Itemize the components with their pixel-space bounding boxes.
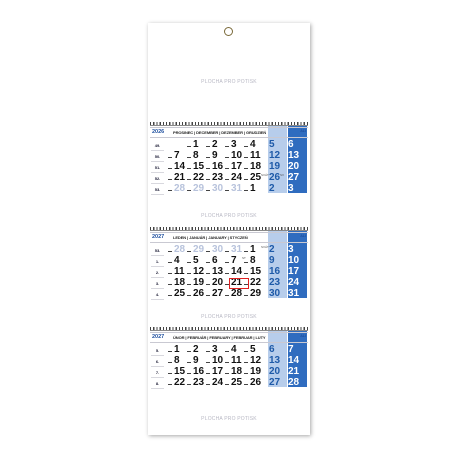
day-cell: 22 — [250, 277, 262, 288]
day-cell: 25 — [174, 288, 186, 299]
current-day-marker — [229, 278, 249, 289]
day-cell: 26 — [250, 377, 262, 388]
name-day-marker — [225, 168, 229, 169]
day-cell: 6 — [212, 255, 218, 266]
day-cell: 31 — [231, 244, 243, 255]
name-day-marker — [187, 384, 191, 385]
week-divider — [151, 266, 164, 267]
week-number: 53. — [154, 187, 161, 192]
name-day-marker — [225, 157, 229, 158]
name-day-marker — [168, 384, 172, 385]
day-cell: 13 — [212, 266, 224, 277]
day-cell: 5 — [193, 255, 199, 266]
name-day-marker — [168, 362, 172, 363]
day-cell: 21 — [231, 277, 243, 288]
week-number: 1. — [155, 259, 160, 264]
name-day-marker — [187, 146, 191, 147]
month-sheet — [150, 127, 308, 194]
day-cell: 11 — [231, 355, 242, 366]
name-day-marker — [206, 179, 210, 180]
name-day-marker — [225, 251, 229, 252]
day-cell: 3 — [212, 344, 218, 355]
day-cell: 10 — [212, 355, 224, 366]
day-cell: 20 — [269, 366, 281, 377]
name-day-marker — [168, 273, 172, 274]
name-day-marker — [168, 157, 172, 158]
name-day-marker — [244, 384, 248, 385]
day-cell: 28 — [174, 244, 186, 255]
day-cell: 2 — [193, 344, 199, 355]
name-day-marker — [187, 362, 191, 363]
day-cell: 10 — [231, 150, 243, 161]
month-header — [150, 232, 308, 243]
day-cell: 1 — [193, 139, 199, 150]
day-cell: 22 — [174, 377, 186, 388]
name-day-marker — [244, 251, 248, 252]
day-cell: 24 — [231, 172, 243, 183]
name-day-marker — [206, 273, 210, 274]
name-day-marker — [187, 373, 191, 374]
name-day-marker — [187, 351, 191, 352]
name-day-marker — [244, 295, 248, 296]
day-cell: 4 — [231, 344, 237, 355]
day-cell: 8 — [193, 150, 199, 161]
day-cell: 12 — [269, 150, 281, 161]
week-divider — [151, 388, 164, 389]
day-cell: 15 — [250, 266, 262, 277]
name-day-marker — [187, 157, 191, 158]
day-cell: 28 — [174, 183, 186, 194]
name-day-marker — [206, 262, 210, 263]
day-cell: 9 — [269, 255, 275, 266]
day-cell: 4 — [174, 255, 180, 266]
name-day-marker — [168, 168, 172, 169]
week-number: 8. — [155, 381, 160, 386]
name-day-marker — [206, 384, 210, 385]
brand-logo: ALI — [300, 334, 306, 338]
day-cell: 29 — [250, 288, 262, 299]
day-cell: 20 — [212, 277, 224, 288]
name-day-marker — [244, 157, 248, 158]
name-day-marker — [168, 373, 172, 374]
day-cell: 19 — [193, 277, 205, 288]
day-cell: 29 — [193, 244, 205, 255]
day-cell: 5 — [250, 344, 256, 355]
day-cell: 11 — [250, 150, 261, 161]
week-number: 3. — [155, 281, 160, 286]
week-divider — [151, 377, 164, 378]
day-cell: 26 — [269, 172, 281, 183]
week-number: 7. — [155, 370, 160, 375]
week-divider — [151, 355, 164, 356]
day-cell: 5 — [269, 139, 275, 150]
year-label: 2027 — [152, 334, 165, 340]
day-cell: 14 — [174, 161, 186, 172]
day-cell: 3 — [288, 244, 294, 255]
name-day-marker — [168, 251, 172, 252]
name-day-marker — [244, 362, 248, 363]
name-day-marker — [244, 351, 248, 352]
week-divider — [151, 194, 164, 195]
day-cell: 6 — [288, 139, 294, 150]
name-day-marker — [244, 190, 248, 191]
month-header — [150, 127, 308, 138]
month-name: ÚNOR | FEBRUÁR | FEBRUARY | FEBRUAR | LUTY — [173, 334, 266, 340]
year-label: 2027 — [152, 234, 165, 240]
wall-calendar — [148, 23, 310, 435]
name-day-marker — [244, 262, 248, 263]
day-cell: 31 — [288, 288, 300, 299]
name-day-marker — [225, 351, 229, 352]
day-cell: 16 — [193, 366, 205, 377]
day-cell: 17 — [288, 266, 300, 277]
day-cell: 21 — [174, 172, 186, 183]
day-cell: 18 — [250, 161, 262, 172]
ad-zone-label: PLOCHA PRO POTISK — [201, 79, 257, 85]
month-header — [150, 332, 308, 343]
day-cell: 27 — [269, 377, 281, 388]
name-day-marker — [225, 273, 229, 274]
name-day-marker — [244, 146, 248, 147]
week-divider — [151, 288, 164, 289]
day-cell: 18 — [174, 277, 186, 288]
name-day-marker — [225, 362, 229, 363]
day-cell: 9 — [193, 355, 199, 366]
day-cell: 8 — [174, 355, 180, 366]
day-cell: 19 — [250, 366, 262, 377]
day-cell: 28 — [231, 288, 243, 299]
day-cell: 24 — [212, 377, 224, 388]
day-cell: 16 — [269, 266, 281, 277]
name-day-marker — [206, 373, 210, 374]
day-cell: 23 — [269, 277, 281, 288]
name-day-marker — [206, 168, 210, 169]
week-divider — [151, 150, 164, 151]
week-divider — [151, 183, 164, 184]
week-number: 51. — [154, 165, 161, 170]
day-cell: 11 — [174, 266, 185, 277]
day-cell: 13 — [288, 150, 300, 161]
day-cell: 31 — [231, 183, 243, 194]
name-day-marker — [187, 168, 191, 169]
day-cell: 2 — [269, 244, 275, 255]
day-cell: 6 — [269, 344, 275, 355]
day-cell: 18 — [231, 366, 243, 377]
ad-zone-label: PLOCHA PRO POTISK — [201, 416, 257, 422]
day-cell: 26 — [193, 288, 205, 299]
name-day-marker — [225, 295, 229, 296]
day-cell: 27 — [288, 172, 300, 183]
day-cell: 23 — [212, 172, 224, 183]
name-day-marker — [168, 351, 172, 352]
day-cell: 15 — [174, 366, 186, 377]
day-cell: 3 — [288, 183, 294, 194]
holiday-note: SVÁT — [261, 245, 269, 249]
name-day-marker — [187, 284, 191, 285]
name-day-marker — [206, 251, 210, 252]
month-sheet — [150, 332, 308, 388]
name-day-marker — [168, 190, 172, 191]
day-cell: 2 — [212, 139, 218, 150]
day-cell: 14 — [231, 266, 243, 277]
day-cell: 28 — [288, 377, 300, 388]
name-day-marker — [187, 262, 191, 263]
name-day-marker — [206, 157, 210, 158]
day-cell: 25 — [250, 172, 262, 183]
day-cell: 10 — [288, 255, 300, 266]
day-cell: 24 — [288, 277, 300, 288]
day-cell: 7 — [174, 150, 180, 161]
ad-zone-label: PLOCHA PRO POTISK — [201, 314, 257, 320]
day-cell: 30 — [269, 288, 281, 299]
day-cell: 2 — [269, 183, 275, 194]
name-day-marker — [187, 295, 191, 296]
name-day-marker — [206, 351, 210, 352]
week-divider — [151, 255, 164, 256]
day-cell: 7 — [288, 344, 294, 355]
name-day-marker — [244, 373, 248, 374]
week-number: 5. — [155, 348, 160, 353]
day-cell: 14 — [288, 355, 300, 366]
week-number: 4. — [155, 292, 160, 297]
day-cell: 1 — [250, 244, 256, 255]
week-divider — [151, 172, 164, 173]
name-day-marker — [225, 384, 229, 385]
day-cell: 27 — [212, 288, 224, 299]
year-label: 2026 — [152, 129, 165, 135]
day-cell: 15 — [193, 161, 205, 172]
name-day-marker — [206, 190, 210, 191]
day-cell: 8 — [250, 255, 256, 266]
week-divider — [151, 277, 164, 278]
name-day-marker — [225, 373, 229, 374]
week-divider — [151, 299, 164, 300]
month-name: PROSINEC | DECEMBER | DEZEMBER | GRUDZIEŃ — [173, 129, 267, 135]
day-cell: 19 — [269, 161, 281, 172]
day-cell: 30 — [212, 183, 224, 194]
day-cell: 25 — [231, 377, 243, 388]
day-cell: 12 — [250, 355, 262, 366]
day-cell: 4 — [250, 139, 256, 150]
name-day-marker — [187, 273, 191, 274]
day-cell: 16 — [212, 161, 224, 172]
week-divider — [151, 366, 164, 367]
day-cell: 17 — [231, 161, 243, 172]
day-cell: 12 — [193, 266, 205, 277]
day-cell: 20 — [288, 161, 300, 172]
week-number: 49. — [154, 143, 161, 148]
week-number: 52. — [154, 176, 161, 181]
name-day-marker — [187, 190, 191, 191]
week-number: 2. — [155, 270, 160, 275]
ad-zone-label: PLOCHA PRO POTISK — [201, 213, 257, 219]
name-day-marker — [225, 179, 229, 180]
name-day-marker — [244, 273, 248, 274]
week-number: 50. — [154, 154, 161, 159]
week-divider — [151, 161, 164, 162]
holiday-note: ST — [242, 256, 246, 260]
brand-logo: ALI — [300, 234, 306, 238]
name-day-marker — [206, 146, 210, 147]
name-day-marker — [168, 179, 172, 180]
day-cell: 29 — [193, 183, 205, 194]
month-name: LEDEN | JANUÁR | JANUARY | STYCZEŃ — [173, 234, 248, 240]
holiday-note: SV — [280, 173, 285, 177]
day-cell: 30 — [212, 244, 224, 255]
name-day-marker — [244, 168, 248, 169]
hanger-hole — [224, 27, 233, 36]
day-cell: 21 — [288, 366, 300, 377]
name-day-marker — [168, 295, 172, 296]
name-day-marker — [206, 284, 210, 285]
name-day-marker — [206, 295, 210, 296]
day-cell: 23 — [193, 377, 205, 388]
name-day-marker — [225, 146, 229, 147]
name-day-marker — [244, 179, 248, 180]
name-day-marker — [187, 251, 191, 252]
holiday-note: SVÁT — [261, 173, 269, 177]
name-day-marker — [225, 262, 229, 263]
day-cell: 1 — [174, 344, 180, 355]
day-cell: 3 — [231, 139, 237, 150]
name-day-marker — [187, 179, 191, 180]
day-cell: 13 — [269, 355, 281, 366]
name-day-marker — [168, 284, 172, 285]
day-cell: 17 — [212, 366, 224, 377]
month-sheet — [150, 232, 308, 299]
week-number: 53. — [154, 248, 161, 253]
name-day-marker — [168, 262, 172, 263]
name-day-marker — [225, 190, 229, 191]
day-cell: 1 — [250, 183, 256, 194]
day-cell: 22 — [193, 172, 205, 183]
week-number: 6. — [155, 359, 160, 364]
day-cell: 9 — [212, 150, 218, 161]
brand-logo: ALI — [300, 129, 306, 133]
name-day-marker — [206, 362, 210, 363]
day-cell: 7 — [231, 255, 237, 266]
